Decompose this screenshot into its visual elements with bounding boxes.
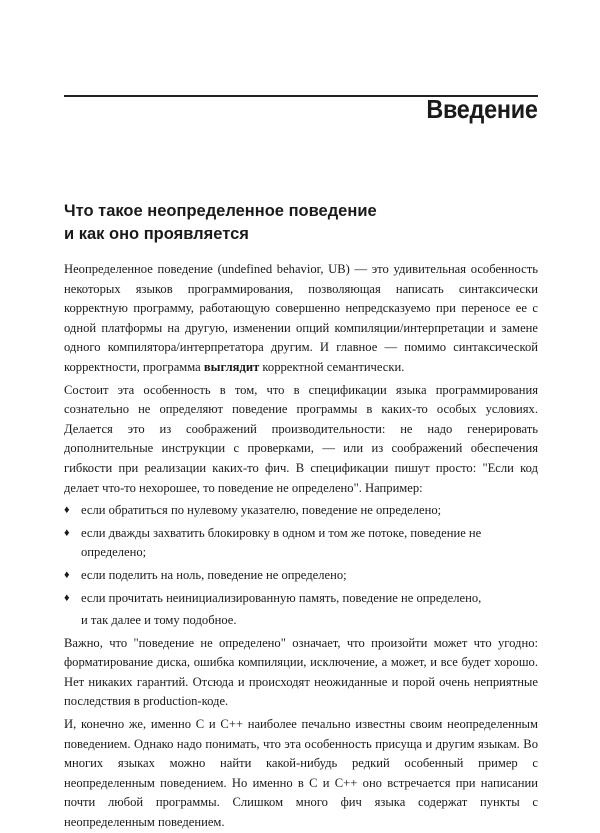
list-item <box>64 589 538 609</box>
paragraph-3: Важно, что "поведение не определено" означает, что произойти может что угодно: форматирование диска, ошибка компиляции, исключение, а может, и все будет хорошо. Нет никаких гарантий. Отсюда и происходят неожиданные и порой очень неприятные последствия в production-коде. <box>64 635 538 709</box>
body-text <box>64 260 538 833</box>
section-title-line-2: и как оно проявляется <box>64 225 249 243</box>
section-title-line-1: Что такое неопределенное поведение <box>64 202 377 220</box>
list-continuation: и так далее и тому подобное. <box>81 613 237 628</box>
example-list <box>64 501 538 608</box>
paragraph-1-emphasis: выглядит <box>203 359 260 374</box>
list-item <box>64 501 538 521</box>
list-item-text: если дважды захватить блокировку в одном и том же потоке, поведение не определено; <box>81 525 482 560</box>
list-item <box>64 524 538 563</box>
paragraph-2: Состоит эта особенность в том, что в спецификации языка программирования сознательно не определяют поведение программы в каких-то особых условиях. Делается это из соображений производительности: не надо генерировать дополнительные инструкции с проверками, — или из соображений обеспечения гибкости при реализации каких-то фич. В спецификации пишут просто: "Если код делает что-то нехорошее, то поведение не определено". Например: <box>64 382 538 495</box>
list-item-text: если обратиться по нулевому указателю, поведение не определено; <box>81 503 442 518</box>
chapter-title: Введение <box>426 94 538 124</box>
diamond-bullet-icon: ♦ <box>64 591 70 604</box>
section-title <box>64 200 534 246</box>
paragraph-1 <box>64 260 538 378</box>
list-item <box>64 566 538 586</box>
paragraph-4: И, конечно же, именно C и C++ наиболее печально известны своим неопределенным поведением. Однако надо понимать, что эта особенность присуща и другим языкам. Во многих языках можно найти какой-нибудь редкий особенный пример с неопределенным поведением. Но именно в C и C++ оно встречается при написании почти любой программы. Слишком много фич языка содержат пункты с неопределенным поведением. <box>64 717 538 830</box>
diamond-bullet-icon: ♦ <box>64 526 70 539</box>
diamond-bullet-icon: ♦ <box>64 504 70 517</box>
list-item-text: если поделить на ноль, поведение не определено; <box>81 567 347 582</box>
diamond-bullet-icon: ♦ <box>64 568 70 581</box>
paragraph-1-text: Неопределенное поведение (undefined behavior, UB) — это удивительная особенность некоторых языков программирования, позволяющая написать синтаксически корректную программу, работающую совершенно непредсказуемо при переносе ее с одной платформы на другую, изменении опций компиляции/интерпретации и замене одного компилятора/интерпретатора другим. И главное — помимо синтаксической корректности, программа <box>64 262 538 374</box>
paragraph-1-ending: корректной семантически. <box>259 359 405 374</box>
list-item-text: если прочитать неинициализированную память, поведение не определено, <box>81 590 482 605</box>
